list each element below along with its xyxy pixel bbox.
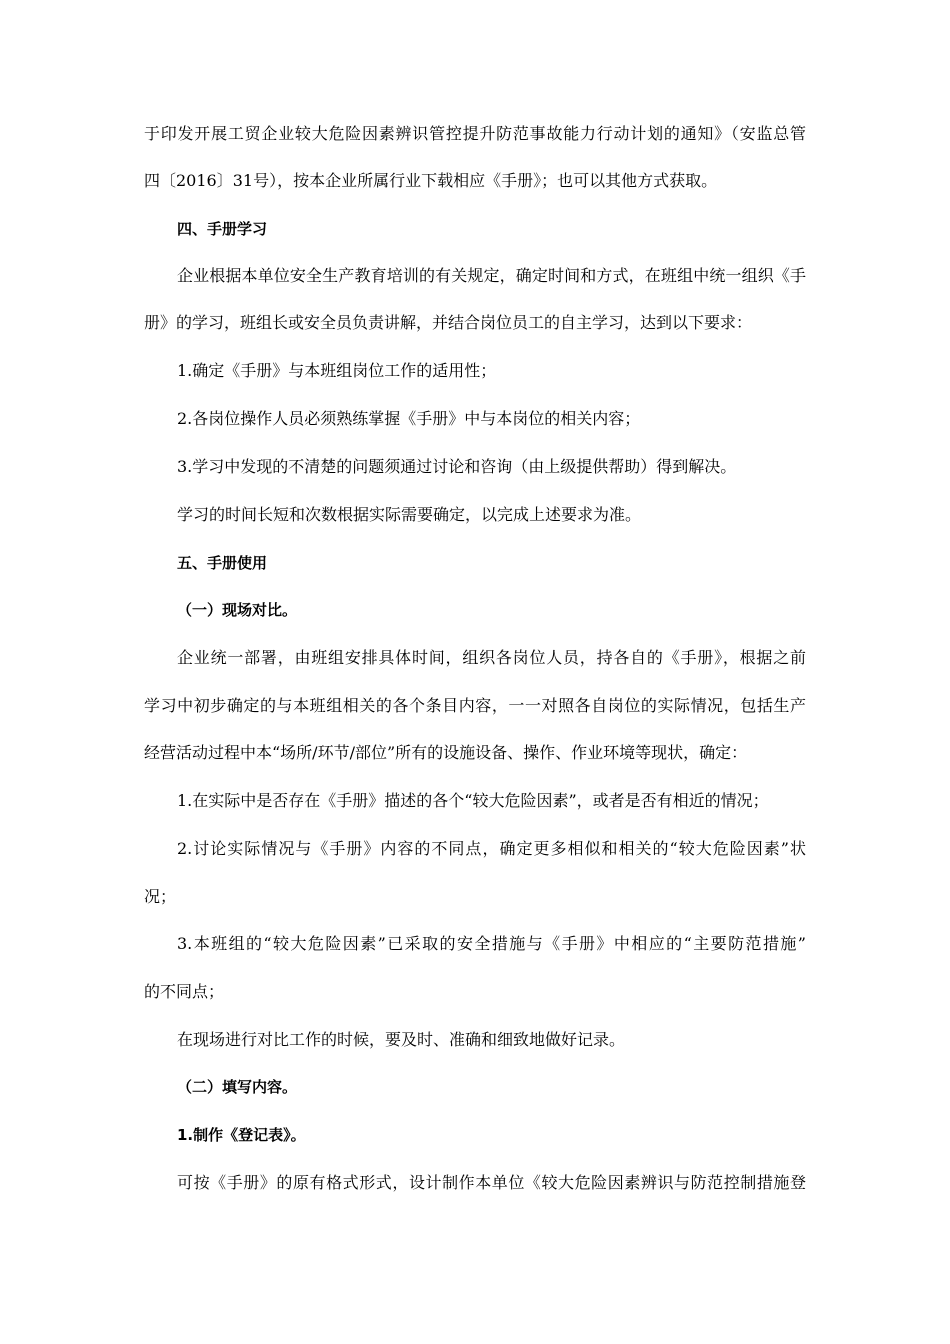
list-item-continuation: 况； (144, 887, 177, 906)
paragraph-line: 学习中初步确定的与本班组相关的各个条目内容，一一对照各自岗位的实际情况，包括生产 (144, 696, 806, 715)
subsection-heading: （二）填写内容。 (177, 1078, 298, 1096)
list-item-continuation: 的不同点； (144, 982, 225, 1001)
list-item: 2.讨论实际情况与《手册》内容的不同点，确定更多相似和相关的“较大危险因素”状 (177, 839, 806, 858)
list-item: 3.本班组的“较大危险因素”已采取的安全措施与《手册》中相应的“主要防范措施” (177, 934, 806, 953)
paragraph-line: 企业根据本单位安全生产教育培训的有关规定，确定时间和方式，在班组中统一组织《手 (177, 266, 806, 285)
paragraph-line: 企业统一部署，由班组安排具体时间，组织各岗位人员，持各自的《手册》，根据之前 (177, 648, 806, 667)
list-item: 2.各岗位操作人员必须熟练掌握《手册》中与本岗位的相关内容； (177, 409, 641, 428)
paragraph-line: 经营活动过程中本“场所/环节/部位”所有的设施设备、操作、作业环境等现状，确定： (144, 743, 748, 762)
list-item: 1.确定《手册》与本班组岗位工作的适用性； (177, 361, 497, 380)
section-heading: 五、手册使用 (177, 554, 268, 572)
paragraph-line: 在现场进行对比工作的时候，要及时、准确和细致地做好记录。 (177, 1030, 626, 1049)
paragraph-line: 学习的时间长短和次数根据实际需要确定，以完成上述要求为准。 (177, 505, 642, 524)
subsection-heading: 1.制作《登记表》。 (177, 1126, 306, 1144)
section-heading: 四、手册学习 (177, 220, 268, 238)
subsection-heading: （一）现场对比。 (177, 601, 298, 619)
paragraph-line: 册》的学习，班组长或安全员负责讲解，并结合岗位员工的自主学习，达到以下要求： (144, 313, 753, 332)
list-item: 1.在实际中是否存在《手册》描述的各个“较大危险因素”，或者是否有相近的情况； (177, 791, 769, 810)
paragraph-line: 四〔2016〕31号），按本企业所属行业下载相应《手册》；也可以其他方式获取。 (144, 171, 718, 190)
paragraph-line: 可按《手册》的原有格式形式，设计制作本单位《较大危险因素辨识与防范控制措施登 (177, 1173, 806, 1192)
paragraph-line: 于印发开展工贸企业较大危险因素辨识管控提升防范事故能力行动计划的通知》（安监总管 (144, 124, 806, 143)
list-item: 3.学习中发现的不清楚的问题须通过讨论和咨询（由上级提供帮助）得到解决。 (177, 457, 737, 476)
